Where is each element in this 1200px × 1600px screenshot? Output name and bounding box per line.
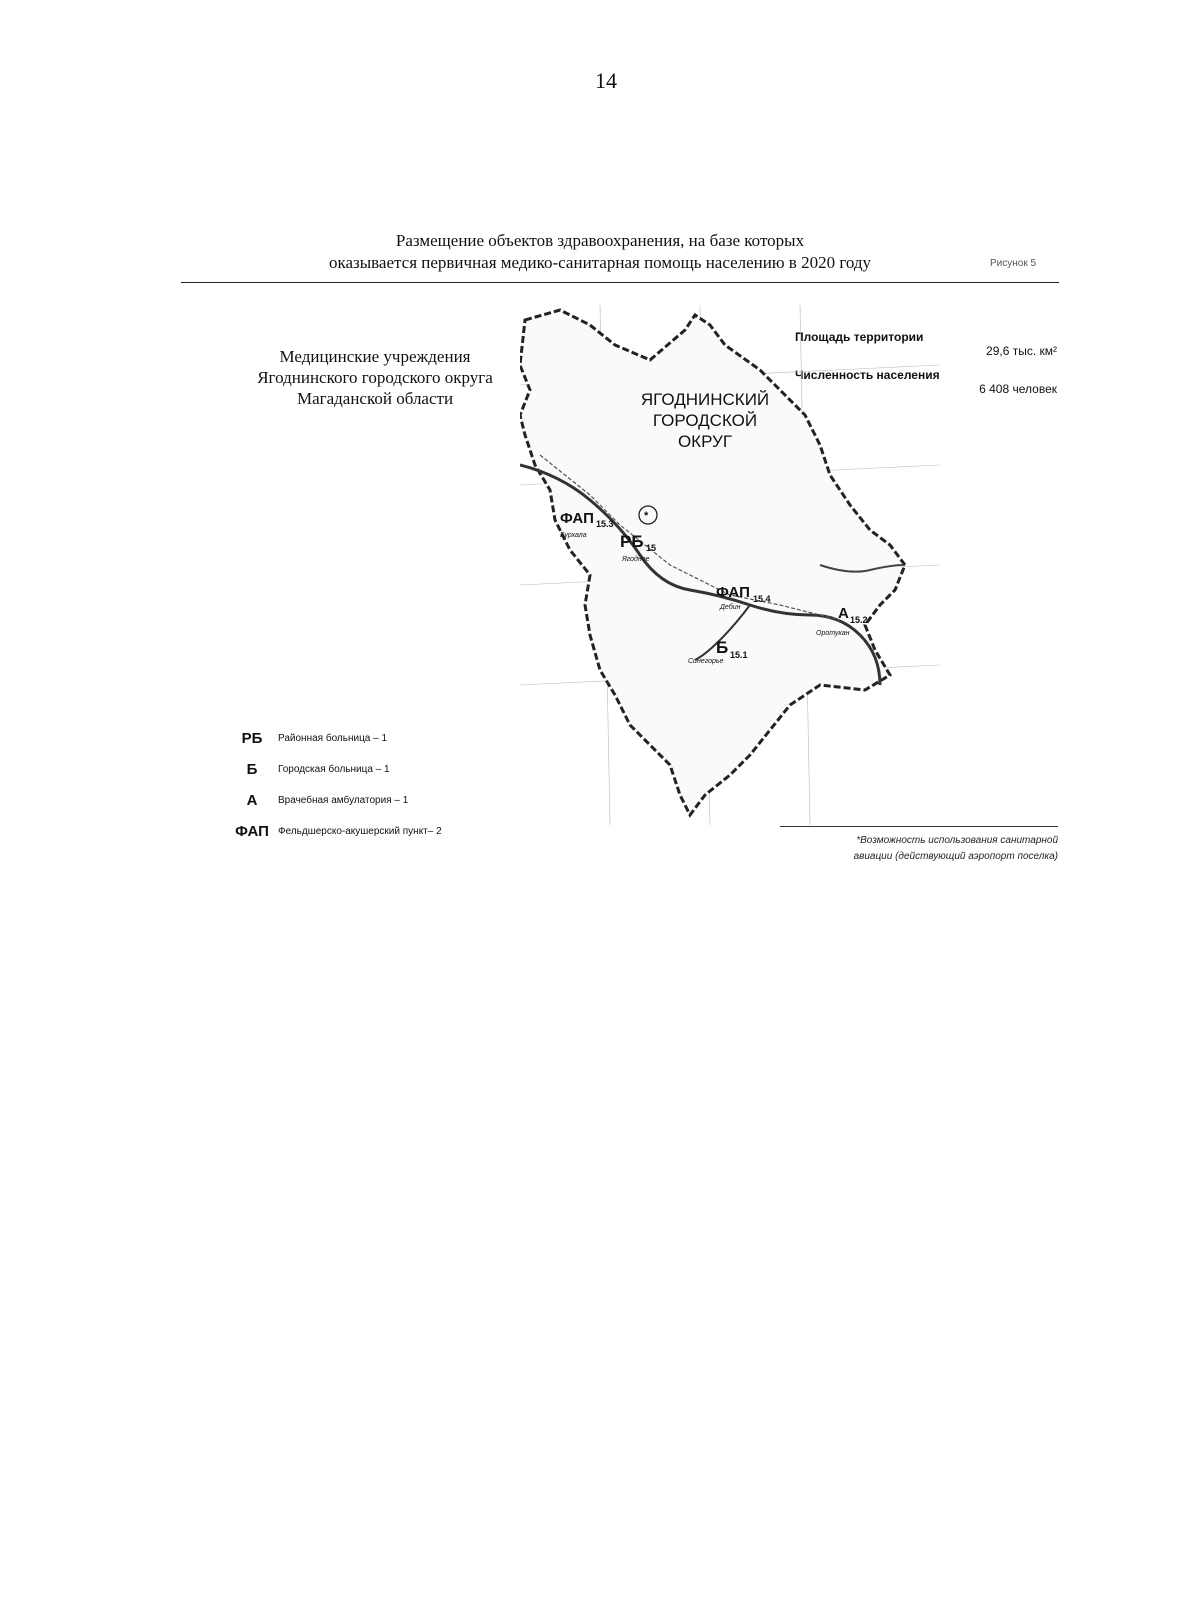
district-map-svg: [520, 305, 940, 825]
district-boundary: [520, 310, 905, 815]
population-label: Численность населения: [795, 368, 940, 382]
organization-line-2: Ягоднинского городского округа: [257, 368, 493, 387]
marker-code: 15.1: [730, 650, 748, 660]
marker-symbol: ФАП: [560, 510, 594, 527]
legend-item: [232, 754, 442, 785]
figure-title-line-2: оказывается первичная медико-санитарная помощь населению в 2020 году: [328, 253, 872, 272]
region-name-line-2: ГОРОДСКОЙ: [652, 411, 758, 430]
region-name-line-3: ОКРУГ: [677, 432, 733, 451]
footnote-line-1: *Возможность использования санитарной: [856, 835, 1058, 846]
map-legend: [232, 723, 442, 847]
marker-symbol: А: [838, 605, 849, 622]
legend-symbol-rb: РБ: [241, 730, 263, 747]
organization-line-3: Магаданской области: [296, 389, 454, 408]
marker-place: Синегорье: [688, 658, 724, 665]
legend-item: [232, 816, 442, 847]
legend-text: Районная больница – 1: [278, 733, 388, 744]
footnote: [780, 826, 1058, 865]
marker-code: 15: [646, 543, 657, 553]
legend-item: [232, 785, 442, 816]
figure-title-line-1: Размещение объектов здравоохранения, на базе которых: [395, 231, 805, 250]
legend-symbol-a: А: [246, 792, 258, 809]
airport-symbol: *: [644, 510, 649, 522]
marker-symbol: РБ: [620, 532, 644, 551]
page-number: 14: [595, 68, 617, 93]
figure-label: Рисунок 5: [990, 258, 1037, 269]
marker-place: Оротукан: [816, 630, 850, 637]
legend-text: Врачебная амбулатория – 1: [278, 795, 409, 806]
marker-place: Дебин: [720, 604, 741, 611]
region-name-line-1: ЯГОДНИНСКИЙ: [640, 390, 770, 409]
marker-symbol: ФАП: [716, 584, 750, 601]
population-value: 6 408 человек: [979, 382, 1057, 396]
figure-title: [230, 230, 970, 274]
legend-symbol-fap: ФАП: [235, 823, 269, 840]
organization-heading: [230, 346, 520, 409]
marker-code: 15.4: [753, 594, 771, 604]
legend-symbol-b: Б: [246, 761, 258, 778]
legend-text: Городская больница – 1: [278, 764, 390, 775]
marker-symbol: Б: [716, 638, 729, 657]
district-map: [520, 305, 940, 825]
legend-item: [232, 723, 442, 754]
marker-code: 15.2: [850, 615, 868, 625]
marker-place: Ягодное: [622, 556, 650, 563]
marker-code: 15.3: [596, 519, 614, 529]
footnote-line-2: авиации (действующий аэропорт поселка): [853, 851, 1058, 862]
legend-text: Фельдшерско-акушерский пункт– 2: [278, 826, 442, 837]
title-divider: [181, 282, 1059, 283]
organization-line-1: Медицинские учреждения: [279, 347, 471, 366]
area-value: 29,6 тыс. км²: [986, 344, 1057, 358]
area-label: Площадь территории: [795, 330, 924, 344]
marker-place: Бурхала: [560, 532, 587, 539]
